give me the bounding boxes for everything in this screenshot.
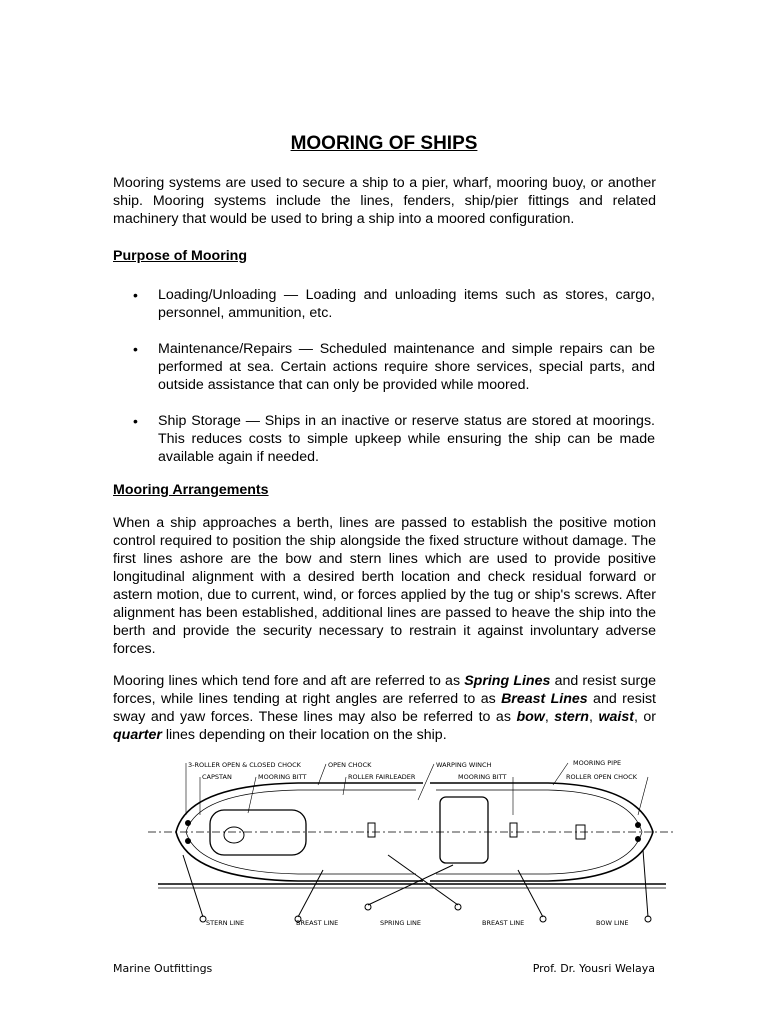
bullet-icon: • [133, 287, 138, 303]
label-warping-winch: WARPING WINCH [436, 761, 492, 769]
list-item: Loading/Unloading — Loading and unloading items such as stores, cargo, personnel, ammunition, etc. [158, 287, 655, 321]
mooring-diagram [148, 755, 676, 935]
arrangements-heading: Mooring Arrangements [113, 482, 269, 498]
leader-line [318, 764, 326, 785]
stern-line [183, 855, 203, 917]
quarter-term: quarter [113, 727, 162, 743]
purpose-heading: Purpose of Mooring [113, 248, 247, 264]
arrangements-paragraph: When a ship approaches a berth, lines are passed to establish the positive motion control required to position the ship alongside the fixed structure without damage. The first lines ashore are the bow and stern lines which are used to provide positive longitudinal alignment with a desired berth location and check residual forward or astern motion, due to current, wind, or forces applied by the tug or ship's screws. After alignment has been established, additional lines are passed to heave the ship into the berth and provide the security necessary to restrain it against involuntary adverse forces. [113, 515, 656, 657]
bullet-icon: • [133, 413, 138, 429]
label-spring-line: SPRING LINE [380, 919, 421, 927]
label-roller-chock: 3-ROLLER OPEN & CLOSED CHOCK [188, 761, 301, 769]
label-mooring-bitt-fwd: MOORING BITT [458, 773, 507, 781]
bow-term: bow [516, 709, 545, 725]
leader-line [343, 777, 346, 795]
list-item: Maintenance/Repairs — Scheduled maintenance and simple repairs can be performed at sea. Certain actions require shore services, special parts, and outside assistance that can only be provided while moored. [158, 341, 655, 393]
chock-icon [635, 836, 641, 842]
bitt-icon [368, 823, 375, 837]
label-roller-open-chock: ROLLER OPEN CHOCK [566, 773, 637, 781]
label-roller-fairleader: ROLLER FAIRLEADER [348, 773, 416, 781]
intro-paragraph: Mooring systems are used to secure a ship to a pier, wharf, mooring buoy, or another ship. Mooring systems include the lines, fenders, ship/pier fittings and related machinery that would be used to bring a ship into a moored configuration. [113, 175, 656, 227]
label-breast-line-fwd: BREAST LINE [482, 919, 525, 927]
page-title: MOORING OF SHIPS [290, 133, 478, 154]
stern-hull-inner [186, 790, 416, 874]
chock-icon [185, 838, 191, 844]
bitt-icon [510, 823, 517, 837]
breast-lines-term: Breast Lines [501, 691, 588, 707]
stern-term: stern [554, 709, 589, 725]
breast-line-fwd [518, 870, 543, 917]
label-breast-line-aft: BREAST LINE [296, 919, 339, 927]
bullet-icon: • [133, 341, 138, 357]
label-bow-line: BOW LINE [596, 919, 629, 927]
chock-icon [185, 820, 191, 826]
label-open-chock: OPEN CHOCK [328, 761, 372, 769]
forward-deckhouse [440, 797, 488, 863]
label-stern-line: STERN LINE [206, 919, 245, 927]
line-types-paragraph: Mooring lines which tend fore and aft are referred to as Spring Lines and resist surge forces, while lines tending at right angles are referred to as Breast Lines and resist sway and yaw forces. These lines may also be referred to as bow, stern, waist, or quarter lines depending on their location on the ship. [113, 673, 657, 743]
leader-line [418, 764, 434, 800]
leader-line [248, 777, 256, 813]
chock-icon [635, 822, 641, 828]
breast-line-aft [298, 870, 323, 917]
footer-right: Prof. Dr. Yousri Welaya [532, 962, 655, 975]
list-item: Ship Storage — Ships in an inactive or reserve status are stored at moorings. This reduces costs to simple upkeep while ensuring the ship can be made available again if needed. [158, 413, 655, 465]
capstan-icon [224, 827, 244, 843]
leader-line [638, 777, 648, 815]
label-mooring-bitt: MOORING BITT [258, 773, 307, 781]
label-capstan: CAPSTAN [202, 773, 232, 781]
spring-lines-term: Spring Lines [464, 673, 551, 689]
waist-term: waist [598, 709, 634, 725]
label-mooring-pipe: MOORING PIPE [573, 759, 622, 767]
footer-left: Marine Outfittings [113, 962, 213, 975]
